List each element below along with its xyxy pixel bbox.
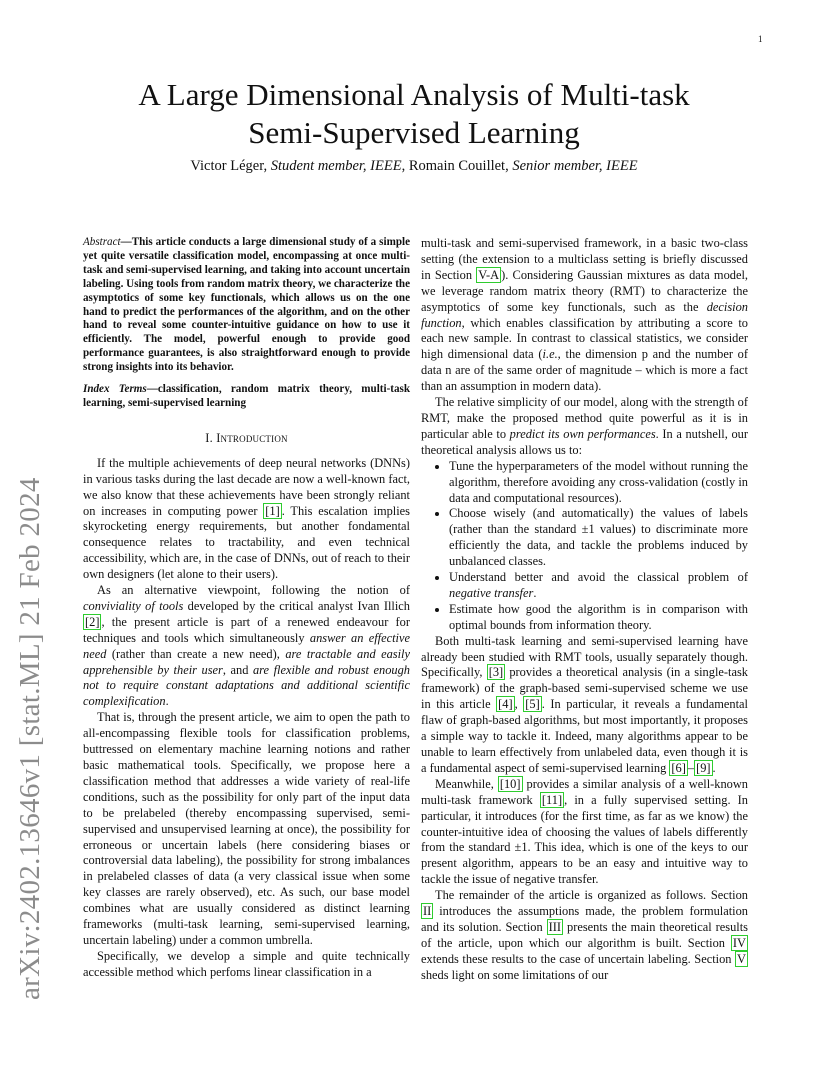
author-2-role: Senior member, IEEE <box>512 158 638 174</box>
author-1: Victor Léger, <box>190 158 268 174</box>
text: multi-task and semi-supervised framework, in a basic two-class setting (the extension to a multiclass setting is briefly discussed in Section <box>421 236 748 282</box>
paragraph <box>83 456 410 583</box>
text: (rather than create a new need), <box>106 646 286 661</box>
list-item: • Tune the hyperparameters of the model without running the algorithm, therefore avoiding any cross-validation (costly in data and computational resources). <box>449 459 748 507</box>
text: sheds light on some limitations of our <box>421 967 609 982</box>
text: If the multiple achievements of deep neural networks (DNNs) in various tasks during the last decade are now a well-known fact, we also know that these achievements have been strongly reliant on increases in computing power <box>83 455 410 518</box>
authors <box>60 158 768 175</box>
text: . In a nutshell, our theoretical analysis allows us to: <box>421 426 748 457</box>
emphasis: are tractable and easily apprehensible by their user <box>83 646 411 677</box>
text: extends these results to the case of uncertain labeling. Section <box>421 951 736 966</box>
text: , in a fully supervised setting. In particular, it introduces (for the first time, as far as we know) the counter-intuitive idea of choosing the values of labels differently from the standard ±1. This idea, which is one of the keys to our present algorithm, appears to be an easy and intuitive way to tackle the issue of negative transfer. <box>421 792 748 887</box>
text: Understand better and avoid the classical problem of <box>449 570 748 585</box>
citation-link[interactable]: [5] <box>525 697 540 712</box>
text: Both multi-task learning and semi-supervised learning have already been studied with RMT tools, usually separately though. Specifically, <box>421 633 748 680</box>
citation-link[interactable]: [1] <box>265 503 280 518</box>
section-link[interactable]: IV <box>732 935 746 950</box>
paragraph <box>421 777 748 888</box>
emphasis: answer an effective need <box>83 630 410 661</box>
section-link[interactable]: V-A <box>478 267 500 282</box>
right-column <box>421 236 748 984</box>
text: . This escalation implies skyrocketing energy requirements, but another fondamental consequence relates to tractability, and even technical accessibility, which are, in the case of DNNs, out of reach to their own designers (let alone to their users). <box>83 503 411 582</box>
text: , which enables classification by attributing a score to each new sample. In contrast to classical statistics, we consider high dimensional data ( <box>421 315 748 362</box>
list-item: • Estimate how good the algorithm is in comparison with optimal bounds from information theory. <box>449 602 748 634</box>
list-item: • Choose wisely (and automatically) the values of labels (rather than the standard ±1 values) to discriminate more efficiently the data, and tackle the problems induced by unbalanced classes. <box>449 506 748 570</box>
text: Meanwhile, <box>435 776 498 791</box>
text: , and <box>222 662 253 677</box>
text: . In particular, it reveals a fundamental flaw of graph-based algorithms, but most importantly, it proposes a simple way to tackle it. Indeed, many algorithms appear to be unable to learn effectively from unlabeled data, even though it is a fundamental aspect of semi-supervised learning <box>421 697 748 775</box>
abstract-text: —This article conducts a large dimensional study of a simple yet quite versatile classification model, encompassing at once multi-task and semi-supervised learning, and taking into account uncertain labeling. Using tools from random matrix theory, we characterize the asymptotics of some key functionals, which allows us on the one hand to predict the performances of the algorithm, and on the other hand to reveal some counter-intuitive guidance on how to use it efficiently. The model, powerful enough to provide good performance guarantees, is also straightforward enough to provide strong insights into its behavior. <box>83 236 410 374</box>
paper-title <box>60 76 768 152</box>
abstract <box>83 236 410 375</box>
text: , <box>514 697 524 712</box>
paragraph <box>421 634 748 777</box>
paragraph: That is, through the present article, we aim to open the path to all-encompassing flexible tools for classification problems, buttressed on elementary machine learning notions and rather basic mathematical tools. Specifically, we propose here a classification method that addresses a wide variety of real-life conditions, such as the possibility for only part of the input data to be prelabeled (thereby encompassing supervised, semi-supervised and unsupervised learning at once), the possibility for erroneous or uncertain labels (here considering biases or controversial data labeling), the possibility for strong imbalances in prelabeled classes of data (a very classical issue when some key classes are rarely observed), etc. As such, our base model combines what are usually considered as distinct learning frameworks (multi-task learning, semi-supervised learning, uncertain labeling) under a common umbrella. <box>83 710 410 947</box>
paragraph <box>83 583 410 710</box>
section-link[interactable]: II <box>423 904 432 919</box>
abstract-label: Abstract <box>83 236 121 248</box>
text: The remainder of the article is organized as follows. Section <box>435 888 748 903</box>
citation-link[interactable]: [9] <box>696 760 711 775</box>
paragraph <box>421 236 748 395</box>
paragraph: Specifically, we develop a simple and quite technically accessible method which perfoms linear classification in a <box>83 948 410 979</box>
left-column <box>83 236 410 981</box>
citation-link[interactable]: [11] <box>541 792 563 807</box>
text: – <box>687 760 695 775</box>
text: ). Considering Gaussian mixtures as data model, we leverage random matrix theory (RMT) to characterize the asymptotics of some key functionals, such as the <box>421 267 749 314</box>
text: . <box>533 585 537 600</box>
text: introduces the assumptions made, the problem formulation and its solution. Section <box>421 904 748 934</box>
index-terms <box>83 383 410 411</box>
text: the dimension p and the number of data n are of the same order of magnitude – which is more a fact than an assumption in modern data). <box>421 347 748 394</box>
citation-link[interactable]: [6] <box>671 760 686 775</box>
section-heading <box>83 431 410 447</box>
emphasis: predict its own performances <box>509 426 656 441</box>
list-item <box>449 570 748 602</box>
text: The relative simplicity of our model, along with the strength of RMT, make the proposed method quite powerful as it is in particular able to <box>421 395 748 441</box>
arxiv-watermark: arXiv:2402.13646v1 [stat.ML] 21 Feb 2024 <box>14 477 46 1000</box>
emphasis: decision function <box>421 299 748 330</box>
section-title: Introduction <box>216 430 288 445</box>
emphasis: i.e., <box>542 347 561 362</box>
citation-link[interactable]: [4] <box>498 697 513 712</box>
text: developed by the critical analyst Ivan Illich <box>183 598 410 613</box>
index-terms-text: —classification, random matrix theory, multi-task learning, semi-supervised learning <box>83 383 410 409</box>
section-link[interactable]: V <box>737 951 746 966</box>
index-terms-label: Index Terms <box>83 383 147 396</box>
citation-link[interactable]: [10] <box>499 776 521 791</box>
bullet-list <box>421 459 748 634</box>
text: provides a theoretical analysis (in a single-task framework) of the graph-based semi-supervised scheme we use in this article <box>421 665 748 712</box>
author-1-role: Student member, IEEE <box>270 158 402 174</box>
paragraph <box>421 888 748 983</box>
emphasis: negative transfer <box>449 585 534 600</box>
citation-link[interactable]: [2] <box>85 614 100 629</box>
text: , the present article is part of a renewed endeavour for techniques and tools which simultaneously <box>83 614 410 645</box>
title-line-2: Semi-Supervised Learning <box>248 115 580 150</box>
text: . <box>165 694 169 709</box>
citation-link[interactable]: [3] <box>488 665 504 680</box>
section-number: I. <box>205 430 213 445</box>
text: presents the main theoretical results of the article, upon which our algorithm is built. Section <box>421 919 748 950</box>
emphasis: conviviality of tools <box>83 598 184 613</box>
page-number: 1 <box>758 34 763 44</box>
text: . <box>712 760 716 775</box>
text: As an alternative viewpoint, following the notion of <box>97 583 410 598</box>
author-2: , Romain Couillet, <box>401 158 509 174</box>
emphasis: are flexible and robust enough not to require constant adaptations and additional scientific complexification <box>83 662 411 709</box>
text: provides a similar analysis of a well-known multi-task framework <box>421 776 748 807</box>
title-line-1: A Large Dimensional Analysis of Multi-task <box>138 77 690 112</box>
paragraph <box>421 395 748 459</box>
section-link[interactable]: III <box>548 919 562 934</box>
